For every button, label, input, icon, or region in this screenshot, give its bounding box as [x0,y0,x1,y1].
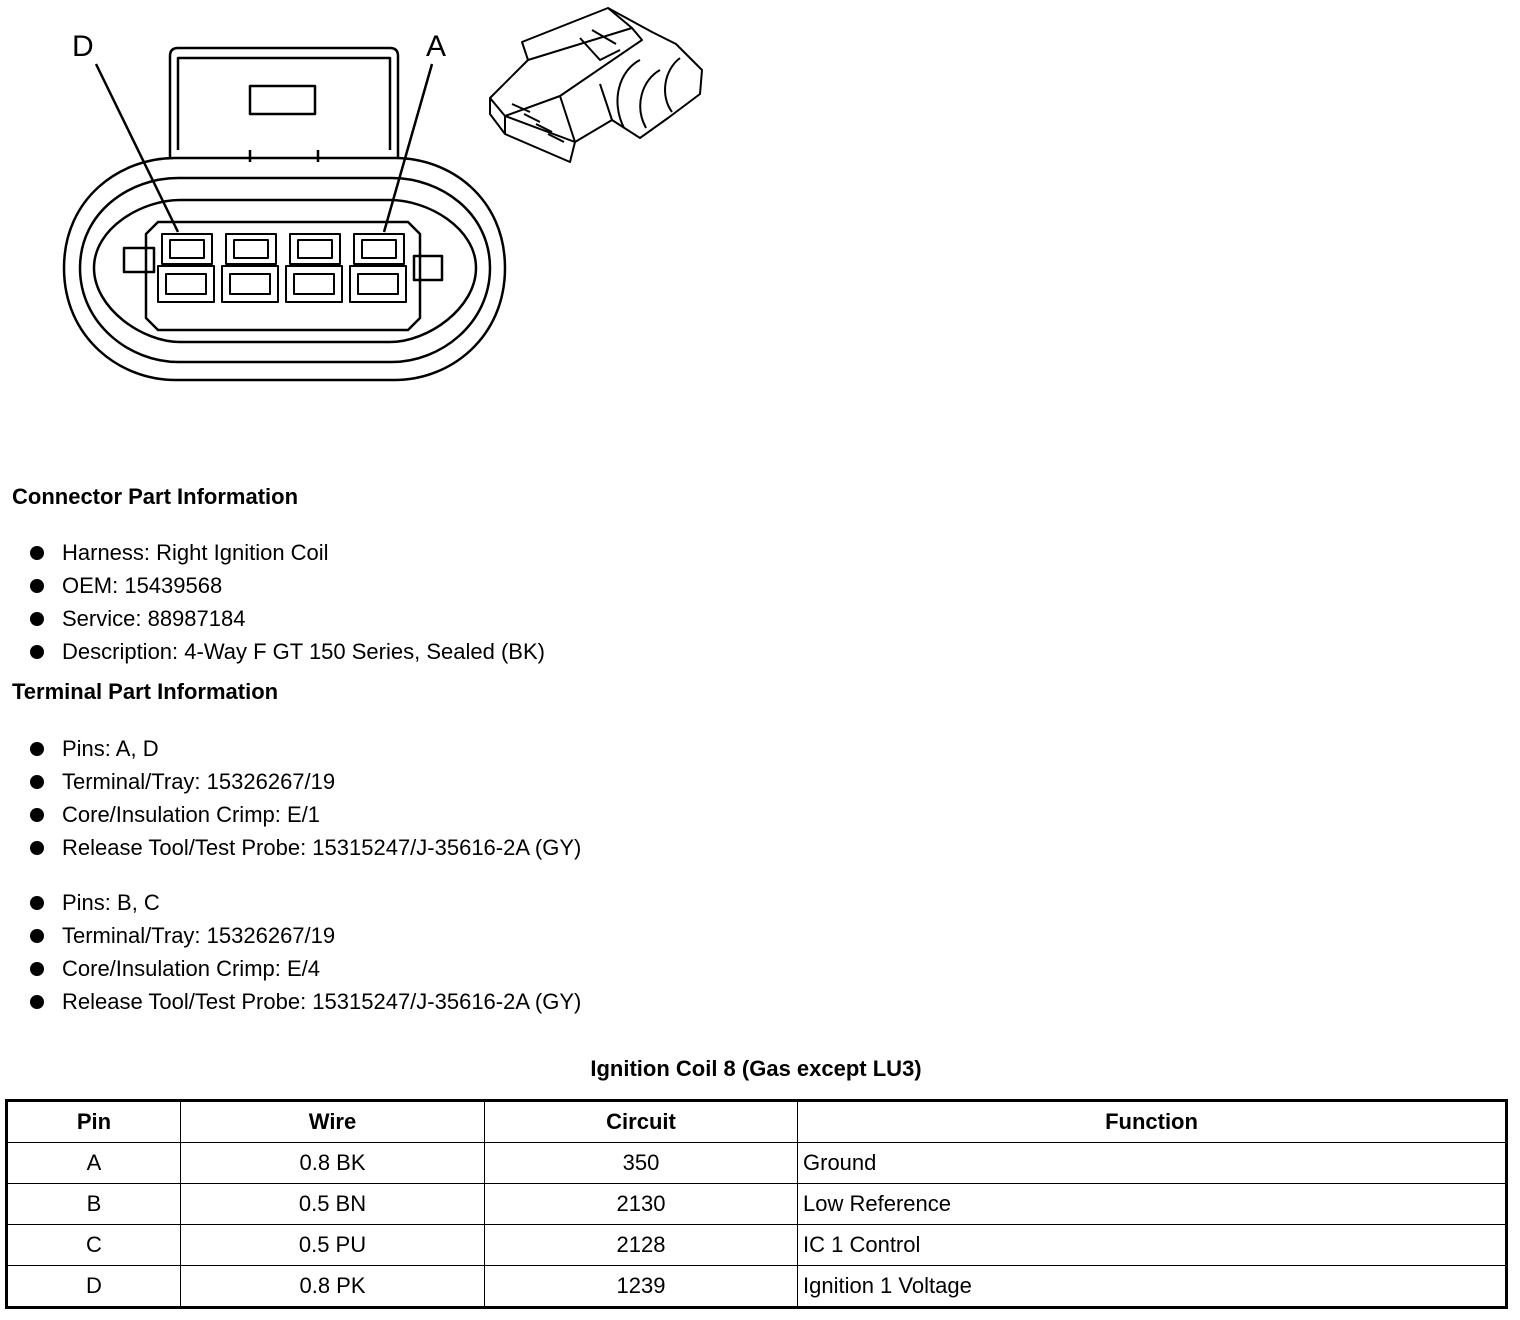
list-item: Service: 88987184 [0,602,545,635]
list-item: Pins: A, D [0,732,581,765]
list-item: Terminal/Tray: 15326267/19 [0,765,581,798]
list-item: OEM: 15439568 [0,569,545,602]
cell-circuit: 2130 [485,1184,798,1225]
cell-function: Ground [798,1143,1507,1184]
header-circuit: Circuit [485,1101,798,1143]
connector-perspective-view-icon [490,8,702,162]
list-item: Core/Insulation Crimp: E/1 [0,798,581,831]
cell-wire: 0.8 BK [181,1143,485,1184]
connector-info-heading: Connector Part Information [12,484,299,509]
list-item: Harness: Right Ignition Coil [0,536,545,569]
cell-function: Low Reference [798,1184,1507,1225]
pin-label-d: D [72,30,94,63]
list-item: Core/Insulation Crimp: E/4 [0,952,581,985]
table-row [7,1225,1507,1266]
list-item: Terminal/Tray: 15326267/19 [0,919,581,952]
header-function: Function [798,1101,1507,1143]
cell-pin: A [7,1143,181,1184]
cell-wire: 0.8 PK [181,1266,485,1308]
cell-wire: 0.5 BN [181,1184,485,1225]
pin-table [5,1099,1508,1309]
table-row [7,1143,1507,1184]
cell-pin: D [7,1266,181,1308]
cell-circuit: 1239 [485,1266,798,1308]
cell-circuit: 350 [485,1143,798,1184]
cell-pin: B [7,1184,181,1225]
cell-function: Ignition 1 Voltage [798,1266,1507,1308]
pin-table-title: Ignition Coil 8 (Gas except LU3) [590,1056,922,1081]
connector-info-list [0,536,545,668]
cell-wire: 0.5 PU [181,1225,485,1266]
cell-pin: C [7,1225,181,1266]
header-pin: Pin [7,1101,181,1143]
table-row [7,1266,1507,1308]
terminal-info-group-1 [0,732,581,864]
list-item: Release Tool/Test Probe: 15315247/J-35616-2A (GY) [0,985,581,1018]
list-item: Pins: B, C [0,886,581,919]
terminal-info-group-2 [0,886,581,1018]
connector-face-view-icon [64,48,505,380]
header-wire: Wire [181,1101,485,1143]
list-item: Description: 4-Way F GT 150 Series, Sealed (BK) [0,635,545,668]
list-item: Release Tool/Test Probe: 15315247/J-35616-2A (GY) [0,831,581,864]
cell-circuit: 2128 [485,1225,798,1266]
table-header-row [7,1101,1507,1143]
connector-diagram [0,0,720,400]
table-row [7,1184,1507,1225]
terminal-info-heading: Terminal Part Information [12,679,279,704]
cell-function: IC 1 Control [798,1225,1507,1266]
pin-label-a: A [426,30,447,63]
